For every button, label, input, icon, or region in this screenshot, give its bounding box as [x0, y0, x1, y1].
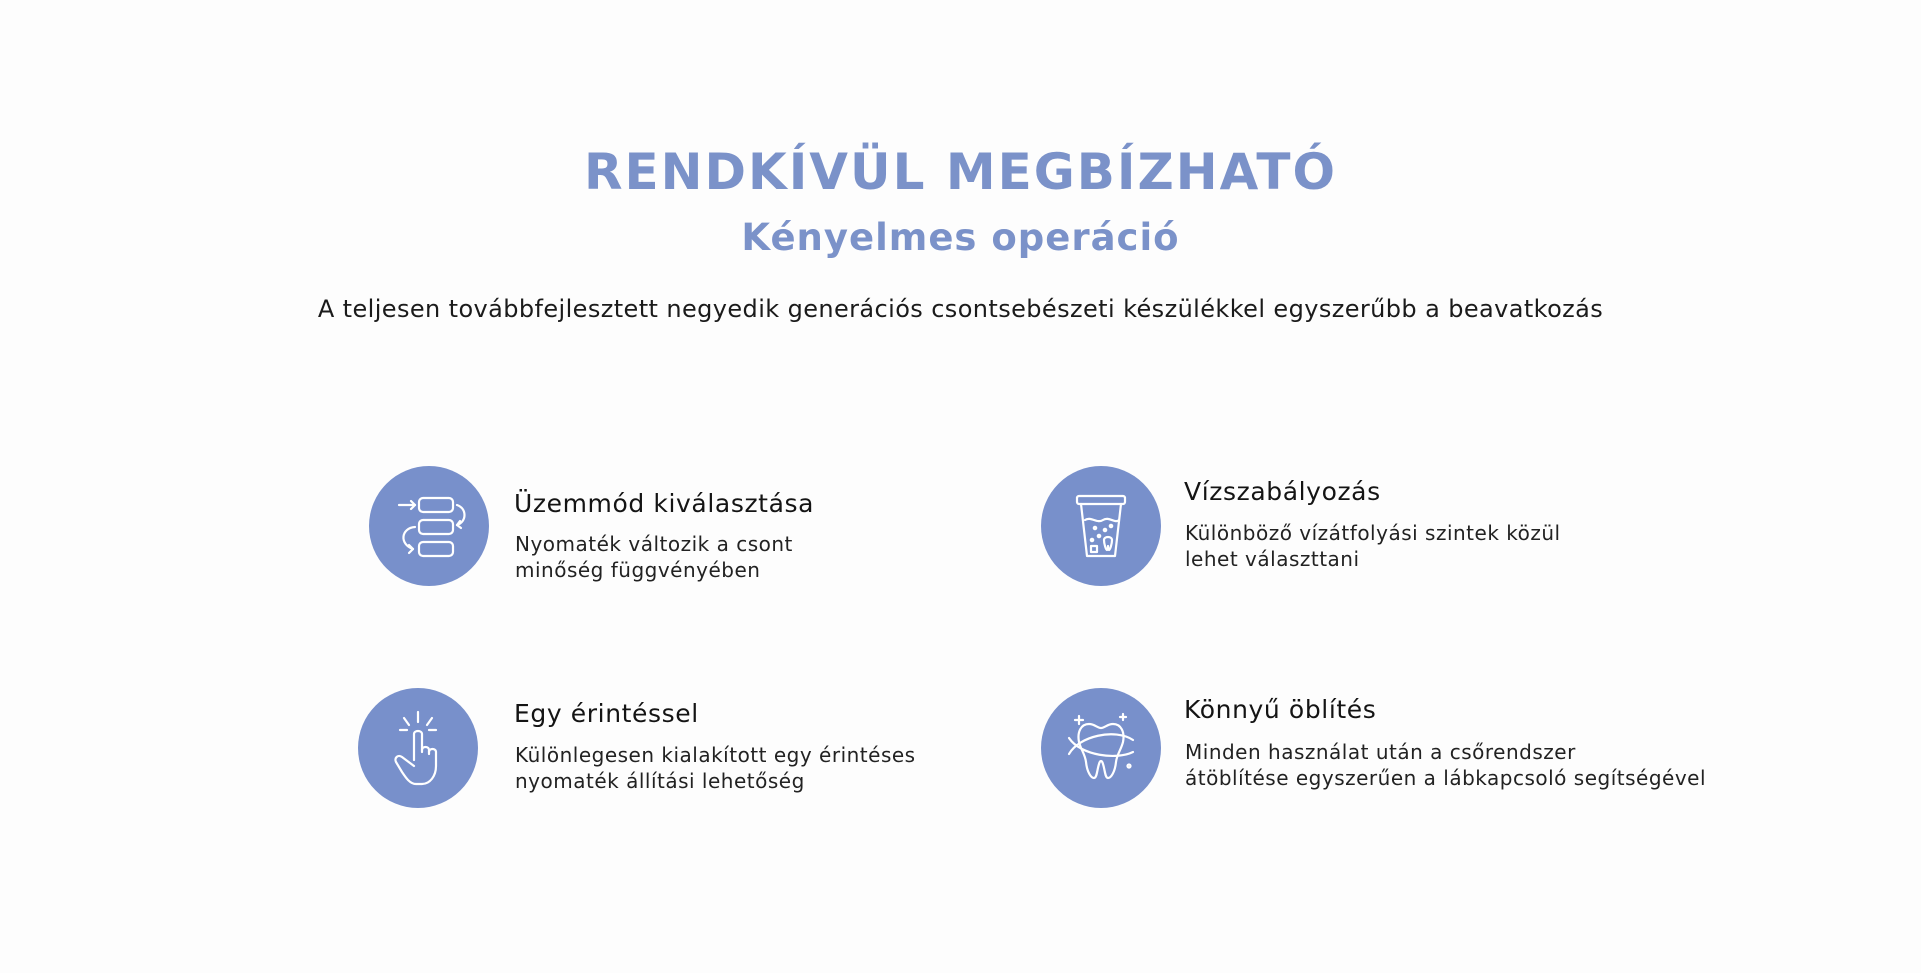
feature-description-line: lehet választtani	[1185, 547, 1360, 571]
water-cup-icon	[1059, 484, 1143, 568]
feature-description	[1185, 520, 1561, 572]
feature-description-line: átöblítése egyszerűen a lábkapcsoló segítségével	[1185, 766, 1707, 790]
feature-description-line: Nyomaték változik a csont	[515, 532, 793, 556]
feature-title: Vízszabályozás	[1184, 477, 1381, 506]
page-subtitle: Kényelmes operáció	[741, 216, 1180, 259]
flowchart-icon	[387, 484, 471, 568]
feature-title: Egy érintéssel	[514, 699, 699, 728]
feature-description-line: minőség függvényében	[515, 558, 761, 582]
feature-icon-circle	[1041, 688, 1161, 808]
feature-description	[1185, 739, 1706, 791]
feature-description-line: Különböző vízátfolyási szintek közül	[1185, 521, 1561, 545]
feature-icon-circle	[1041, 466, 1161, 586]
feature-title: Könnyű öblítés	[1184, 695, 1377, 724]
feature-description-line: Különlegesen kialakított egy érintéses	[515, 743, 916, 767]
feature-description-line: nyomaték állítási lehetőség	[515, 769, 805, 793]
feature-icon-circle	[358, 688, 478, 808]
feature-title: Üzemmód kiválasztása	[514, 489, 815, 518]
feature-description	[515, 531, 793, 583]
lead-text: A teljesen továbbfejlesztett negyedik generációs csontsebészeti készülékkel egyszerűbb a beavatkozás	[317, 295, 1604, 323]
touch-hand-icon	[376, 706, 460, 790]
feature-description	[515, 742, 916, 794]
feature-description-line: Minden használat után a csőrendszer	[1185, 740, 1576, 764]
clean-tooth-icon	[1059, 706, 1143, 790]
feature-icon-circle	[369, 466, 489, 586]
page-title: RENDKÍVÜL MEGBÍZHATÓ	[583, 143, 1338, 201]
